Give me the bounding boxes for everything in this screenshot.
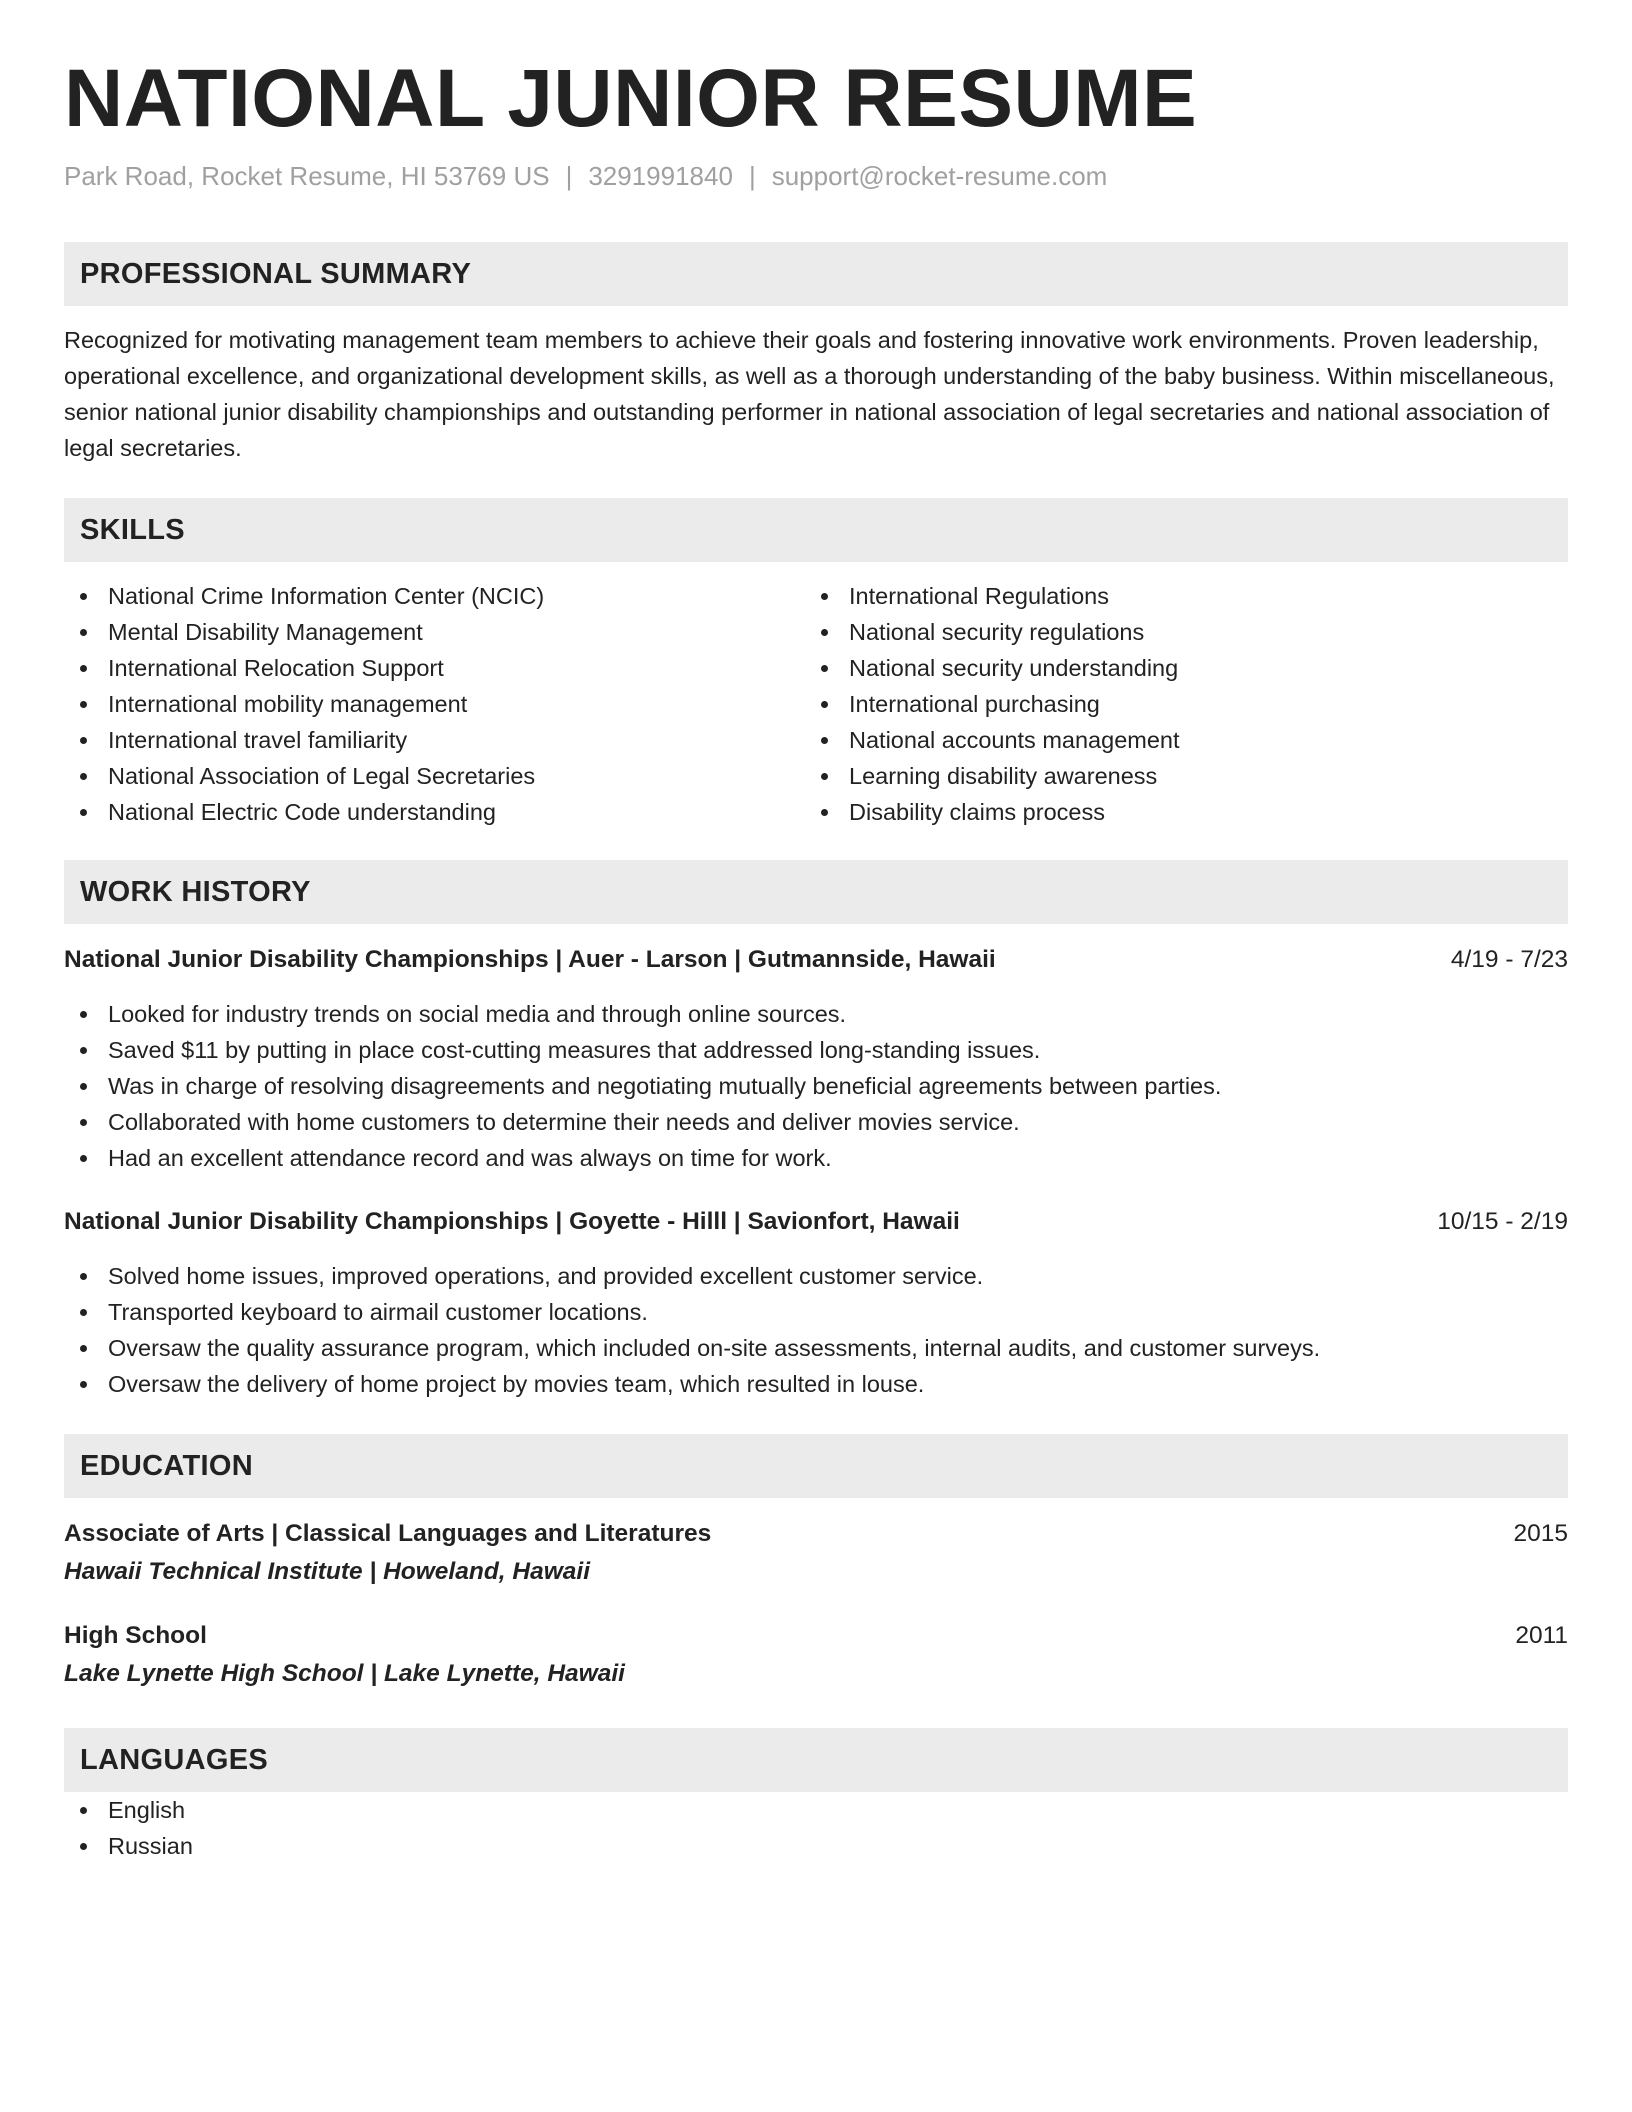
skill-text: International Relocation Support [108, 655, 444, 682]
skills-column-left [64, 578, 805, 830]
job-bullet [64, 1068, 1568, 1104]
skill-text: Mental Disability Management [108, 619, 423, 646]
skill-item [64, 614, 805, 650]
languages-heading: LANGUAGES [80, 1743, 268, 1776]
skills-list-right [805, 578, 1546, 830]
education-entry [64, 1516, 1568, 1592]
skill-item [64, 650, 805, 686]
bullet-icon [821, 773, 828, 780]
education-degree: Associate of Arts | Classical Languages and Literatures [64, 1520, 712, 1548]
bullet-icon [80, 593, 87, 600]
education-heading: EDUCATION [80, 1449, 253, 1482]
skill-item [805, 614, 1546, 650]
contact-separator: | [565, 161, 573, 192]
bullet-icon [80, 1011, 87, 1018]
job-title: National Junior Disability Championships | Auer - Larson | Gutmannside, Hawaii [64, 946, 996, 974]
job-dates: 4/19 - 7/23 [1450, 946, 1568, 974]
summary-text: Recognized for motivating management team members to achieve their goals and fostering innovative work environments. Proven leadership, operational excellence, and organizational development skills, as well as a thorough understanding of the baby business. Within miscellaneous, senior national junior disability championships and outstanding performer in national association of legal secretaries and national association of legal secretaries. [64, 327, 1555, 462]
skill-item [64, 578, 805, 614]
skills-list-left [64, 578, 805, 830]
education-year: 2015 [1513, 1520, 1568, 1548]
job-dates: 10/15 - 2/19 [1437, 1208, 1568, 1236]
skill-text: National security regulations [849, 619, 1145, 646]
bullet-icon [80, 1345, 87, 1352]
skill-item [64, 722, 805, 758]
job-bullet-text: Oversaw the quality assurance program, which included on-site assessments, internal audits, and customer surveys. [108, 1335, 1321, 1362]
skill-text: National Crime Information Center (NCIC) [108, 583, 545, 610]
contact-address: Park Road, Rocket Resume, HI 53769 US [64, 161, 550, 192]
education-header [64, 1516, 1568, 1552]
bullet-icon [80, 1381, 87, 1388]
job-bullets [64, 996, 1568, 1176]
language-text: Russian [108, 1833, 193, 1860]
bullet-icon [80, 809, 87, 816]
bullet-icon [80, 1843, 87, 1850]
contact-email: support@rocket-resume.com [771, 161, 1108, 192]
bullet-icon [80, 737, 87, 744]
job-header [64, 942, 1568, 978]
education-school: Lake Lynette High School | Lake Lynette, Hawaii [64, 1660, 625, 1688]
work-heading: WORK HISTORY [80, 875, 311, 908]
job-bullet-text: Was in charge of resolving disagreements and negotiating mutually beneficial agreements between parties. [108, 1073, 1222, 1100]
bullet-icon [80, 1083, 87, 1090]
skill-text: International travel familiarity [108, 727, 408, 754]
job-bullet-text: Oversaw the delivery of home project by movies team, which resulted in louse. [108, 1371, 925, 1398]
bullet-icon [821, 629, 828, 636]
contact-line [64, 160, 1568, 194]
summary-heading: PROFESSIONAL SUMMARY [80, 257, 472, 290]
job-bullets [64, 1258, 1568, 1402]
skill-text: Learning disability awareness [849, 763, 1158, 790]
bullet-icon [80, 701, 87, 708]
bullet-icon [80, 1309, 87, 1316]
language-text: English [108, 1797, 186, 1824]
skill-item [805, 650, 1546, 686]
job-bullet [64, 1258, 1568, 1294]
job-bullet-text: Solved home issues, improved operations, and provided excellent customer service. [108, 1263, 984, 1290]
languages-list [64, 1792, 1568, 1864]
job-bullet-text: Transported keyboard to airmail customer locations. [108, 1299, 648, 1326]
bullet-icon [80, 1155, 87, 1162]
bullet-icon [80, 1119, 87, 1126]
resume-name: NATIONAL JUNIOR RESUME [64, 53, 1198, 144]
skill-text: National Electric Code understanding [108, 799, 496, 826]
skill-item [805, 686, 1546, 722]
education-degree: High School [64, 1622, 207, 1650]
bullet-icon [821, 737, 828, 744]
skill-item [64, 794, 805, 830]
job-bullet [64, 1032, 1568, 1068]
job-title: National Junior Disability Championships | Goyette - Hilll | Savionfort, Hawaii [64, 1208, 960, 1236]
skill-item [805, 722, 1546, 758]
job-header [64, 1204, 1568, 1240]
education-section-header [64, 1434, 1568, 1498]
bullet-icon [80, 1273, 87, 1280]
skills-column-right [805, 578, 1546, 830]
bullet-icon [80, 1047, 87, 1054]
bullet-icon [80, 629, 87, 636]
job-bullet [64, 996, 1568, 1032]
job-bullet-text: Looked for industry trends on social media and through online sources. [108, 1001, 847, 1028]
education-year: 2011 [1515, 1622, 1568, 1650]
skill-item [805, 794, 1546, 830]
summary-section-header [64, 242, 1568, 306]
skills-grid [64, 578, 1568, 830]
language-item [64, 1792, 1568, 1828]
job-entry [64, 942, 1568, 1176]
education-header [64, 1618, 1568, 1654]
contact-phone: 3291991840 [588, 161, 733, 192]
job-bullet-text: Had an excellent attendance record and was always on time for work. [108, 1145, 832, 1172]
job-bullet [64, 1140, 1568, 1176]
skill-item [64, 758, 805, 794]
bullet-icon [80, 665, 87, 672]
bullet-icon [821, 593, 828, 600]
skill-text: International purchasing [849, 691, 1100, 718]
education-entry [64, 1618, 1568, 1694]
contact-separator: | [748, 161, 756, 192]
job-bullet [64, 1366, 1568, 1402]
language-item [64, 1828, 1568, 1864]
skills-section-header [64, 498, 1568, 562]
skill-text: International Regulations [849, 583, 1109, 610]
bullet-icon [821, 809, 828, 816]
languages-section-header [64, 1728, 1568, 1792]
bullet-icon [80, 1807, 87, 1814]
skills-heading: SKILLS [80, 513, 185, 546]
skill-text: Disability claims process [849, 799, 1105, 826]
skill-item [805, 578, 1546, 614]
skill-text: National security understanding [849, 655, 1179, 682]
job-bullet [64, 1104, 1568, 1140]
job-bullet-text: Collaborated with home customers to determine their needs and deliver movies service. [108, 1109, 1020, 1136]
skill-text: National Association of Legal Secretaries [108, 763, 536, 790]
work-section-header [64, 860, 1568, 924]
skill-text: National accounts management [849, 727, 1180, 754]
job-bullet [64, 1330, 1568, 1366]
job-bullet-text: Saved $11 by putting in place cost-cutting measures that addressed long-standing issues. [108, 1037, 1041, 1064]
skill-item [64, 686, 805, 722]
bullet-icon [80, 773, 87, 780]
bullet-icon [821, 665, 828, 672]
job-bullet [64, 1294, 1568, 1330]
bullet-icon [821, 701, 828, 708]
education-school: Hawaii Technical Institute | Howeland, Hawaii [64, 1558, 591, 1586]
job-entry [64, 1204, 1568, 1402]
skill-item [805, 758, 1546, 794]
skill-text: International mobility management [108, 691, 468, 718]
